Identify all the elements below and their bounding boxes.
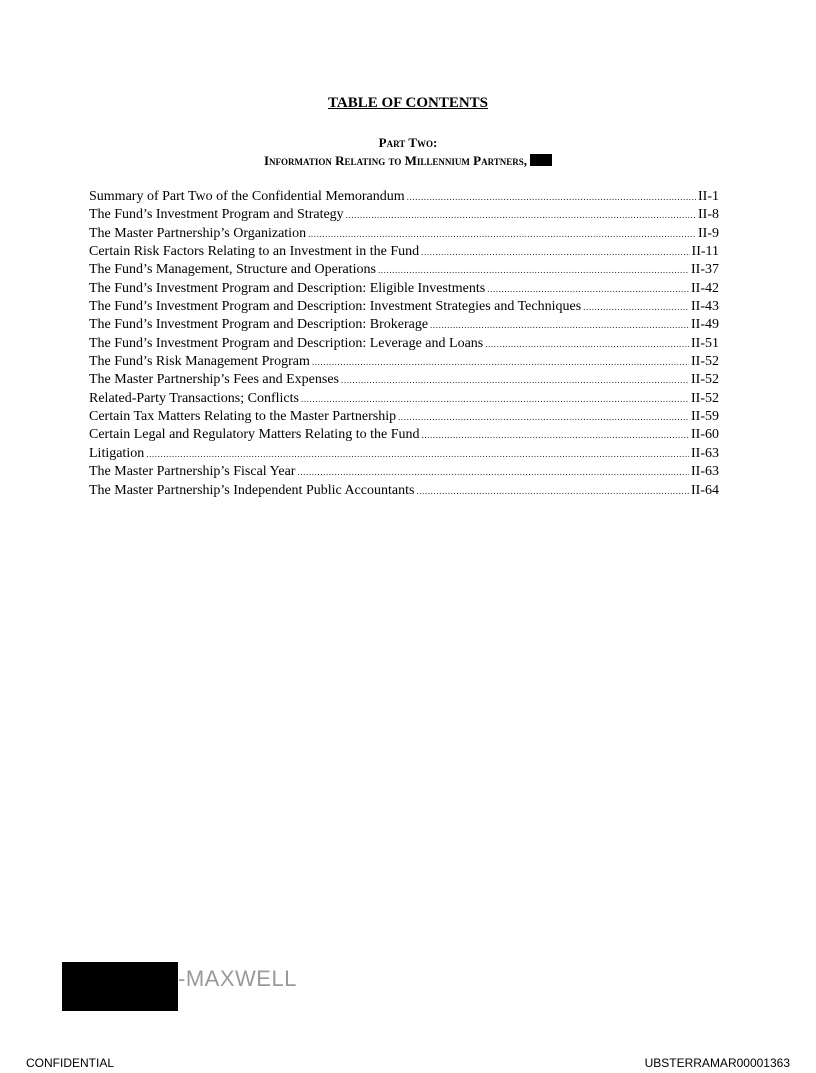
toc-entry[interactable] bbox=[89, 463, 719, 481]
toc-entry-page: II-8 bbox=[698, 207, 719, 223]
toc-dot-leader bbox=[146, 445, 689, 463]
toc-dot-leader bbox=[583, 298, 689, 316]
toc-dot-leader bbox=[487, 280, 689, 298]
toc-entry-page: II-64 bbox=[691, 482, 719, 498]
toc-entry-title: The Master Partnership’s Independent Public Accountants bbox=[89, 482, 415, 498]
toc-entry-page: II-11 bbox=[691, 244, 719, 260]
toc-entry[interactable] bbox=[89, 390, 719, 408]
toc-entry[interactable] bbox=[89, 371, 719, 389]
toc-entry-title: The Fund’s Management, Structure and Operations bbox=[89, 262, 376, 278]
part-heading bbox=[0, 134, 816, 170]
toc-entry-title: Certain Legal and Regulatory Matters Relating to the Fund bbox=[89, 427, 420, 443]
toc-dot-leader bbox=[430, 316, 689, 334]
toc-list bbox=[89, 188, 719, 500]
toc-dot-leader bbox=[416, 482, 689, 500]
toc-entry-title: Litigation bbox=[89, 445, 145, 461]
toc-dot-leader bbox=[421, 426, 689, 444]
toc-dot-leader bbox=[301, 390, 689, 408]
toc-entry-title: The Fund’s Investment Program and Description: Brokerage bbox=[89, 317, 429, 333]
toc-dot-leader bbox=[421, 243, 689, 261]
toc-dot-leader bbox=[297, 463, 689, 481]
toc-entry[interactable] bbox=[89, 408, 719, 426]
toc-entry[interactable] bbox=[89, 225, 719, 243]
toc-dot-leader bbox=[398, 408, 689, 426]
part-subtitle-line bbox=[0, 152, 816, 170]
toc-entry[interactable] bbox=[89, 445, 719, 463]
toc-entry[interactable] bbox=[89, 426, 719, 444]
toc-entry-page: II-42 bbox=[691, 280, 719, 296]
toc-entry-title: The Master Partnership’s Organization bbox=[89, 225, 307, 241]
toc-dot-leader bbox=[378, 261, 689, 279]
toc-entry-title: Related-Party Transactions; Conflicts bbox=[89, 390, 299, 406]
toc-dot-leader bbox=[312, 353, 689, 371]
toc-entry-page: II-52 bbox=[691, 372, 719, 388]
toc-entry-title: The Fund’s Investment Program and Strategy bbox=[89, 207, 344, 223]
toc-entry[interactable] bbox=[89, 206, 719, 224]
footer-bates-number: UBSTERRAMAR00001363 bbox=[644, 1056, 790, 1070]
maxwell-stamp: -MAXWELL bbox=[178, 966, 297, 991]
toc-entry-title: Summary of Part Two of the Confidential Memorandum bbox=[89, 189, 405, 204]
toc-entry-page: II-1 bbox=[698, 189, 719, 204]
toc-dot-leader bbox=[485, 335, 689, 353]
toc-entry-page: II-60 bbox=[691, 427, 719, 443]
toc-entry-page: II-51 bbox=[691, 335, 719, 351]
toc-entry-page: II-43 bbox=[691, 299, 719, 315]
toc-entry-title: Certain Tax Matters Relating to the Master Partnership bbox=[89, 409, 397, 425]
toc-entry-title: The Fund’s Investment Program and Description: Eligible Investments bbox=[89, 280, 486, 296]
toc-entry[interactable] bbox=[89, 316, 719, 334]
toc-dot-leader bbox=[407, 188, 696, 206]
toc-entry[interactable] bbox=[89, 188, 719, 206]
toc-title: TABLE OF CONTENTS bbox=[327, 95, 489, 111]
toc-entry-title: The Fund’s Risk Management Program bbox=[89, 354, 310, 370]
toc-entry[interactable] bbox=[89, 243, 719, 261]
toc-entry-title: The Master Partnership’s Fees and Expenses bbox=[89, 372, 339, 388]
toc-entry-title: The Fund’s Investment Program and Description: Leverage and Loans bbox=[89, 335, 484, 351]
toc-dot-leader bbox=[308, 225, 696, 243]
toc-entry[interactable] bbox=[89, 280, 719, 298]
toc-entry-page: II-9 bbox=[698, 225, 719, 241]
toc-entry[interactable] bbox=[89, 298, 719, 316]
part-label: Part Two: bbox=[378, 135, 438, 150]
toc-entry-page: II-37 bbox=[691, 262, 719, 278]
toc-entry[interactable] bbox=[89, 261, 719, 279]
toc-entry-page: II-52 bbox=[691, 390, 719, 406]
footer-confidential: CONFIDENTIAL bbox=[26, 1056, 115, 1070]
toc-entry[interactable] bbox=[89, 482, 719, 500]
toc-entry-title: The Master Partnership’s Fiscal Year bbox=[89, 464, 296, 480]
toc-entry-title: The Fund’s Investment Program and Description: Investment Strategies and Techniques bbox=[89, 299, 582, 315]
toc-entry-page: II-59 bbox=[691, 409, 719, 425]
toc-dot-leader bbox=[346, 206, 696, 224]
toc-dot-leader bbox=[341, 371, 689, 389]
redaction-mark bbox=[530, 154, 552, 166]
toc-entry[interactable] bbox=[89, 335, 719, 353]
toc-entry[interactable] bbox=[89, 353, 719, 371]
toc-entry-page: II-63 bbox=[691, 464, 719, 480]
redaction-block bbox=[62, 962, 178, 1011]
toc-entry-page: II-52 bbox=[691, 354, 719, 370]
toc-entry-page: II-49 bbox=[691, 317, 719, 333]
toc-entry-page: II-63 bbox=[691, 445, 719, 461]
part-subtitle: Information Relating to Millennium Partners, bbox=[263, 153, 528, 168]
toc-entry-title: Certain Risk Factors Relating to an Investment in the Fund bbox=[89, 244, 420, 260]
